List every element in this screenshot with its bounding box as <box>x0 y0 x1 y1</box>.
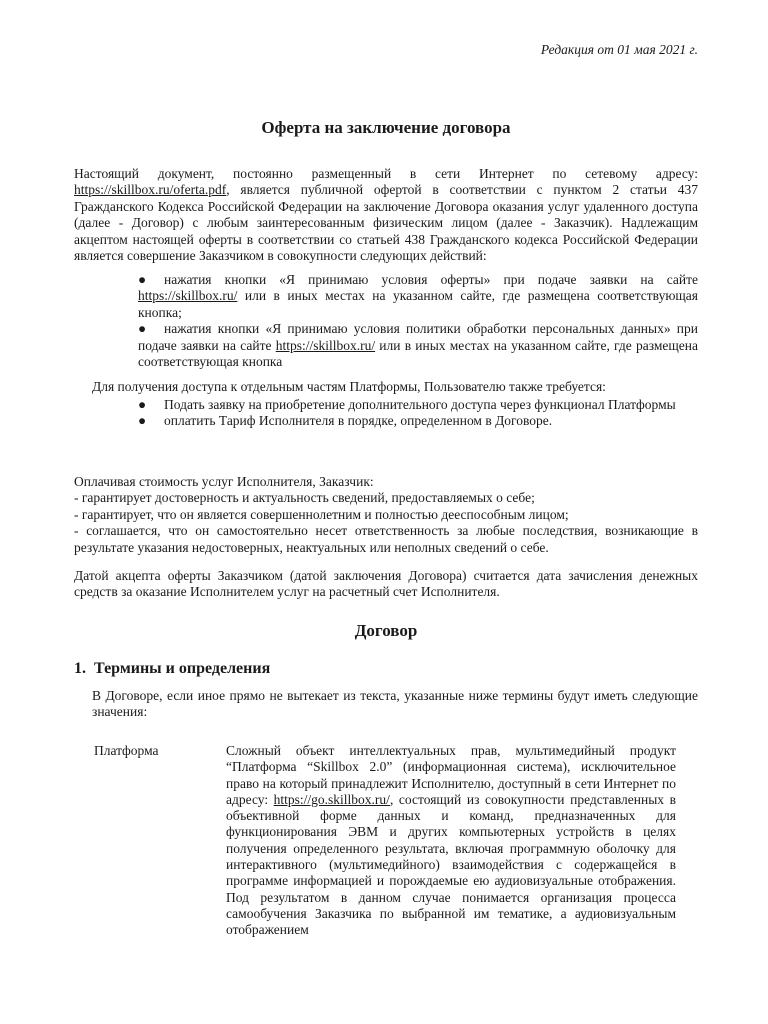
section-heading <box>74 660 270 678</box>
contract-title: Договор <box>354 621 418 640</box>
access-intro: Для получения доступа к отдельным частям Платформы, Пользователю также требуется: <box>92 379 606 394</box>
list-item <box>138 413 698 429</box>
payment-item: - соглашается, что он самостоятельно несет ответственность за любые последствия, возникающие в результате указания недостоверных, неактуальных или неполных сведений о себе. <box>74 523 698 555</box>
intro-paragraph <box>74 166 698 264</box>
payment-item: - гарантирует достоверность и актуальность сведений, предоставляемых о себе; <box>74 490 535 506</box>
access-item-text: оплатить Тариф Исполнителя в порядке, определенном в Договоре. <box>164 413 553 429</box>
term-def-text-2: , состоящий из совокупности представленных в объективной форме данных и команд, предназначенных для функционирования ЭВМ и других компьютерных устройств в целях получения определенного результата, включая программную оболочку для интерактивного (мультимедийного) взаимодействия с содержащейся в программе информацией и порождаемые ею аудиовизуальные отображения. Под результатом в данном случае понимается организация процесса самообучения Заказчика по выбранной им тематике, а аудиовизуальным отображением <box>226 791 676 938</box>
acceptance-date-paragraph: Датой акцепта оферты Заказчиком (датой заключения Договора) считается дата зачисления денежных средств за оказание Исполнителем услуг на расчетный счет Исполнителя. <box>74 568 698 600</box>
platform-link[interactable]: https://go.skillbox.ru/ <box>273 791 390 807</box>
intro-text-2: , является публичной офертой в соответствии с пунктом 2 статьи 437 Гражданского Кодекса Российской Федерации на заключение Договора оказания услуг удаленного доступа (далее - Договор) с любым заинтересованным физическим лицом (далее - Заказчик). Надлежащим акцептом настоящей оферты в соответствии со статьей 438 Гражданского кодекса Российской Федерации является совершение Заказчиком в совокупности следующих действий: <box>74 182 698 264</box>
term-definition <box>226 743 676 939</box>
skillbox-link[interactable]: https://skillbox.ru/ <box>275 337 376 353</box>
action-text-2a: нажатия кнопки «Я принимаю условия политики обработки персональных данных» при подаче заявки на сайте <box>138 321 698 353</box>
edition-date: Редакция от 01 мая 2021 г. <box>540 42 698 57</box>
acceptance-actions-list <box>138 272 698 370</box>
list-item <box>138 397 698 413</box>
intro-text-1: Настоящий документ, постоянно размещенный в сети Интернет по сетевому адресу: <box>74 166 698 181</box>
action-text-1a: нажатия кнопки «Я принимаю условия оферты» при подаче заявки на сайте <box>164 272 698 287</box>
action-text-2b: или в иных местах на указанном сайте, где размещена соответствующая кнопка <box>138 337 698 370</box>
section-title: Термины и определения <box>94 660 271 677</box>
payment-lead: Оплачивая стоимость услуг Исполнителя, Заказчик: <box>74 474 374 489</box>
access-item-text: Подать заявку на приобретение дополнительного доступа через функционал Платформы <box>164 397 676 412</box>
list-item <box>138 321 698 370</box>
payment-item: - гарантирует, что он является совершеннолетним и полностью дееспособным лицом; <box>74 506 569 522</box>
bullet-icon: ● <box>138 272 147 287</box>
skillbox-link[interactable]: https://skillbox.ru/ <box>138 288 238 304</box>
list-item <box>138 272 698 321</box>
oferta-link[interactable]: https://skillbox.ru/oferta.pdf <box>74 182 227 198</box>
term-name: Платформа <box>94 743 159 758</box>
offer-title: Оферта на заключение договора <box>261 118 511 137</box>
payment-block <box>74 474 698 556</box>
bullet-icon: ● <box>138 321 147 337</box>
section-number: 1. <box>74 660 86 677</box>
bullet-icon: ● <box>138 397 147 412</box>
action-text-1b: или в иных местах на указанном сайте, где размещена соответствующая кнопка; <box>138 288 698 320</box>
term-def-text-1: Сложный объект интеллектуальных прав, мультимедийный продукт “Платформа “Skillbox 2.0” (информационная система), исключительное право на который принадлежит Исполнителю, доступный в сети Интернет по адресу: <box>226 743 676 807</box>
bullet-icon: ● <box>138 413 147 429</box>
access-requirements-list <box>138 397 698 430</box>
section-intro: В Договоре, если иное прямо не вытекает из текста, указанные ниже термины будут иметь следующие значения: <box>92 688 698 720</box>
